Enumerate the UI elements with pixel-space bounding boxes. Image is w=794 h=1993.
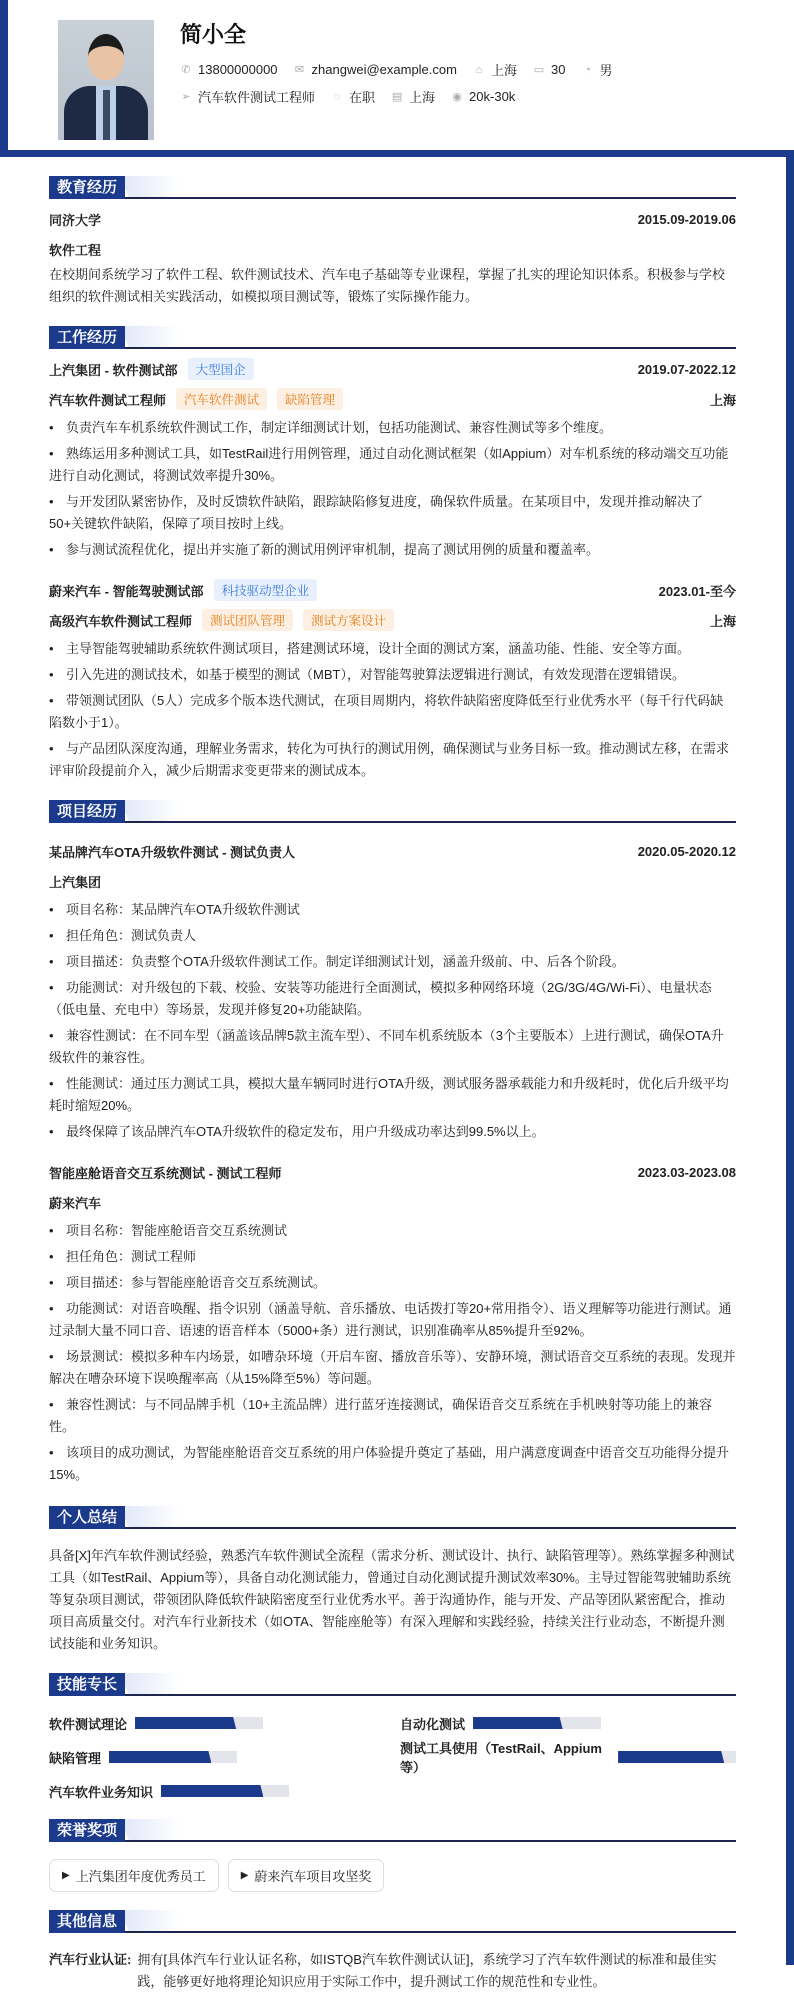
role-row [49,605,736,635]
skills-section [49,1673,736,1802]
list-item [49,417,736,439]
bullet-text: 主导智能驾驶辅助系统软件测试项目，搭建测试环境，设计全面的测试方案，涵盖功能、性能、安全等方面。 [66,641,691,656]
bullet-text: 性能测试：通过压力测试工具，模拟大量车辆同时进行OTA升级，测试服务器承载能力和升级耗时，优化后升级平均耗时缩短20%。 [49,1076,729,1113]
award-item [49,1859,219,1892]
project-org [49,866,736,896]
other-info-item [49,1949,736,1993]
list-item [49,1121,736,1143]
avatar-photo [58,20,154,140]
major: 软件工程 [49,242,102,258]
bullet-icon: • [49,980,54,995]
skill-item [400,1741,736,1775]
bullet-icon: • [49,954,54,969]
list-item [49,1346,736,1390]
home-icon: ⌂ [475,63,483,76]
summary-section [49,1506,736,1655]
target-position: 汽车软件测试工程师 [198,90,316,105]
target-city: 上海 [409,90,436,105]
bullet-text: 项目描述：负责整个OTA升级软件测试工作。制定详细测试计划，涵盖升级前、中、后各个阶段。 [66,954,625,969]
phone: 13800000000 [198,62,278,77]
project-item [49,1157,736,1486]
gender-icon: ◔ [584,63,591,76]
bullet-text: 功能测试：对升级包的下载、校验、安装等功能进行全面测试，模拟多种网络环境（2G/3G/4G/Wi-Fi）、电量状态（低电量、充电中）等场景，发现并修复20+功能缺陷。 [49,980,712,1017]
bullet-icon: • [49,667,54,682]
status-icon: ◌ [333,90,341,103]
skill-name: 测试工具使用（TestRail、Appium等） [400,1741,602,1775]
section-title: 工作经历 [49,326,125,349]
bullet-text: 担任角色：测试负责人 [66,928,197,943]
bullet-text: 熟练运用多种测试工具，如TestRail进行用例管理，通过自动化测试框架（如Appium）对车机系统的移动端交互功能进行自动化测试，将测试效率提升30%。 [49,446,729,483]
list-item [49,664,736,686]
period: 2023.03-2023.08 [637,1164,736,1180]
section-title: 项目经历 [49,800,125,823]
period: 2020.05-2020.12 [637,843,736,859]
bullet-text: 与产品团队深度沟通，理解业务需求，转化为可执行的测试用例，确保测试与业务目标一致。推动测试左移，在需求评审阶段提前介入，减少后期需求变更带来的测试成本。 [49,741,730,778]
project-item [49,836,736,1143]
skill-tag: 测试团队管理 [202,609,293,631]
period: 2023.01-至今 [658,583,736,599]
bullet-text: 场景测试：模拟多种车内场景，如嘈杂环境（开启车窗、播放音乐等）、安静环境，测试语音交互系统的表现。发现并解决在嘈杂环境下误唤醒率高（从15%降至5%）等问题。 [49,1349,736,1386]
skill-item [49,1780,400,1802]
skill-name: 软件测试理论 [49,1716,128,1732]
triangle-right-icon: ▶ [240,1870,249,1881]
skill-item [49,1712,400,1734]
job-intent-row [180,87,525,106]
contact-row [180,60,622,79]
skill-bar [473,1717,601,1729]
award-name: 蔚来汽车项目攻坚奖 [254,1869,372,1884]
salary: 20k-30k [469,89,516,104]
skill-bar [618,1751,736,1763]
company-tag: 大型国企 [188,358,254,380]
skill-tag: 汽车软件测试 [176,388,267,410]
company: 上汽集团 - 软件测试部 [49,362,178,378]
skill-bar-fill [618,1751,724,1763]
other-section [49,1910,736,1993]
age: 30 [550,62,566,77]
bullet-icon: • [49,420,54,435]
bullet-text: 项目名称：某品牌汽车OTA升级软件测试 [66,902,300,917]
bullet-list [49,417,736,561]
role-wrap [49,388,343,410]
project-name: 某品牌汽车OTA升级软件测试 - 测试负责人 [49,844,296,860]
list-item [49,1394,736,1438]
list-item [49,1298,736,1342]
location: 上海 [709,613,736,629]
list-item [49,539,736,561]
school: 同济大学 [49,212,102,228]
skill-name: 自动化测试 [400,1716,466,1732]
bullet-list [49,899,736,1143]
resume-header [0,0,794,157]
gender: 男 [599,63,613,78]
skill-name: 汽车软件业务知识 [49,1784,154,1800]
company-tag: 科技驱动型企业 [214,579,318,601]
period: 2019.07-2022.12 [637,361,736,377]
candidate-name: 简小全 [180,22,247,47]
list-item [49,443,736,487]
salary-icon: ◉ [452,91,462,103]
bullet-icon: • [49,693,54,708]
section-title: 教育经历 [49,176,125,199]
list-item [49,690,736,734]
project-section [49,800,736,1486]
company-wrap [49,579,317,601]
list-item [49,1246,736,1268]
project-header [49,1157,736,1187]
bullet-text: 与开发团队紧密协作，及时反馈软件缺陷，跟踪缺陷修复进度，确保软件质量。在某项目中，发现并推动解决了50+关键软件缺陷，保障了项目按时上线。 [49,494,704,531]
bullet-icon: • [49,928,54,943]
bullet-icon: • [49,1028,54,1043]
bullet-text: 兼容性测试：与不同品牌手机（10+主流品牌）进行蓝牙连接测试，确保语音交互系统在手机映射等功能上的兼容性。 [49,1397,713,1434]
bullet-text: 功能测试：对语音唤醒、指令识别（涵盖导航、音乐播放、电话拨打等20+常用指令）、语义理解等功能进行测试。通过录制大量不同口音、语速的语音样本（5000+条）进行测试，识别准确率从85%提升至92%。 [49,1301,732,1338]
education-section [49,176,736,308]
building-icon: ▤ [391,91,403,103]
bullet-icon: • [49,1301,54,1316]
bullet-icon: • [49,1349,54,1364]
section-title: 技能专长 [49,1673,125,1696]
skill-item [49,1746,400,1768]
email-icon: ✉ [294,64,305,76]
work-item [49,354,736,561]
email: zhangwei@example.com [311,62,457,77]
bullet-icon: • [49,741,54,756]
bullet-icon: • [49,1076,54,1091]
skill-bar [161,1785,289,1797]
location: 上海 [709,392,736,408]
project-header [49,836,736,866]
list-item [49,1272,736,1294]
bullet-list [49,638,736,782]
skill-bar-fill [135,1717,236,1729]
other-text: 拥有[具体汽车行业认证名称，如ISTQB汽车软件测试认证]，系统学习了汽车软件测试的标准和最佳实践，能够更好地将理论知识应用于实际工作中，提升测试工作的规范性和专业性。 [137,1952,717,1989]
bullet-icon: • [49,1249,54,1264]
triangle-right-icon: ▶ [62,1870,70,1881]
bullet-icon: • [49,1275,54,1290]
bullet-icon: • [49,1124,54,1139]
bullet-text: 带领测试团队（5人）完成多个版本迭代测试，在项目周期内，将软件缺陷密度降低至行业优秀水平（每千行代码缺陷数小于1）。 [49,693,724,730]
list-item [49,977,736,1021]
bullet-icon: • [49,1397,54,1412]
skill-bar-fill [473,1717,563,1729]
resume-body [0,157,794,1989]
skill-bar-fill [109,1751,211,1763]
list-item [49,951,736,973]
education-desc: 在校期间系统学习了软件工程、软件测试技术、汽车电子基础等专业课程，掌握了扎实的理论知识体系。积极参与学校组织的软件测试相关实践活动，如模拟项目测试等，锻炼了实际操作能力。 [49,267,726,304]
other-label: 汽车行业认证: [49,1952,132,1967]
list-item [49,638,736,660]
work-item [49,575,736,782]
skill-tag: 缺陷管理 [277,388,343,410]
company: 蔚来汽车 - 智能驾驶测试部 [49,583,204,599]
bullet-icon: • [49,641,54,656]
project-org [49,1187,736,1217]
bullet-icon: • [49,494,54,509]
skill-tag: 测试方案设计 [303,609,394,631]
role-wrap [49,609,394,631]
city: 上海 [490,63,517,78]
skill-bar [109,1751,237,1763]
period: 2015.09-2019.06 [637,211,736,227]
role: 高级汽车软件测试工程师 [49,613,193,629]
list-item [49,1442,736,1486]
project-name: 智能座舱语音交互系统测试 - 测试工程师 [49,1165,282,1181]
bullet-icon: • [49,902,54,917]
bullet-text: 兼容性测试：在不同车型（涵盖该品牌5款主流车型）、不同车机系统版本（3个主要版本）上进行测试，确保OTA升级软件的兼容性。 [49,1028,724,1065]
list-item [49,1220,736,1242]
work-header [49,354,736,384]
bullet-text: 最终保障了该品牌汽车OTA升级软件的稳定发布，用户升级成功率达到99.5%以上。 [66,1124,545,1139]
bullet-icon: • [49,446,54,461]
bullet-icon: • [49,1223,54,1238]
awards-section [49,1819,736,1892]
bullet-text: 该项目的成功测试，为智能座舱语音交互系统的用户体验提升奠定了基础，用户满意度调查中语音交互功能得分提升15%。 [49,1445,730,1482]
org: 上汽集团 [49,874,102,890]
work-section [49,326,736,782]
company-wrap [49,358,254,380]
section-title: 荣誉奖项 [49,1819,125,1842]
summary-text: 具备[X]年汽车软件测试经验，熟悉汽车软件测试全流程（需求分析、测试设计、执行、缺陷管理等）。熟练掌握多种测试工具（如TestRail、Appium等），具备自动化测试能力，曾通过自动化测试提升测试效率30%。主导过智能驾驶辅助系统等复杂项目测试，带领团队降低软件缺陷密度至行业优秀水平。善于沟通协作，能与开发、产品等团队紧密配合，推动项目高质量交付。对汽车行业新技术（如OTA、智能座舱等）有深入理解和实践经验，持续关注行业动态，不断提升测试技能和业务知识。 [49,1548,735,1651]
job-status: 在职 [349,90,376,105]
bullet-text: 担任角色：测试工程师 [66,1249,197,1264]
phone-icon: ✆ [181,64,191,76]
skill-bar-fill [161,1785,263,1797]
list-item [49,491,736,535]
list-item [49,1025,736,1069]
section-title: 其他信息 [49,1910,125,1933]
list-item [49,738,736,782]
bullet-text: 项目描述：参与智能座舱语音交互系统测试。 [66,1275,327,1290]
bullet-text: 引入先进的测试技术，如基于模型的测试（MBT），对智能驾驶算法逻辑进行测试，有效发现潜在逻辑错误。 [66,667,685,682]
bullet-text: 参与测试流程优化，提出并实施了新的测试用例评审机制，提高了测试用例的质量和覆盖率。 [66,542,600,557]
award-item [228,1859,385,1892]
award-name: 上汽集团年度优秀员工 [75,1869,206,1884]
bullet-text: 项目名称：智能座舱语音交互系统测试 [66,1223,288,1238]
org: 蔚来汽车 [49,1195,102,1211]
skill-bar [135,1717,263,1729]
list-item [49,925,736,947]
bullet-text: 负责汽车车机系统软件测试工作，制定详细测试计划，包括功能测试、兼容性测试等多个维度。 [66,420,613,435]
role-row [49,384,736,414]
list-item [49,899,736,921]
work-header [49,575,736,605]
bullet-list [49,1220,736,1486]
skill-name: 缺陷管理 [49,1750,102,1766]
skill-item [400,1712,736,1734]
bullet-icon: • [49,542,54,557]
bullet-icon: • [49,1445,54,1460]
role: 汽车软件测试工程师 [49,392,167,408]
send-icon: ➢ [181,91,191,103]
list-item [49,1073,736,1117]
calendar-icon: ▭ [533,64,545,76]
section-title: 个人总结 [49,1506,125,1529]
